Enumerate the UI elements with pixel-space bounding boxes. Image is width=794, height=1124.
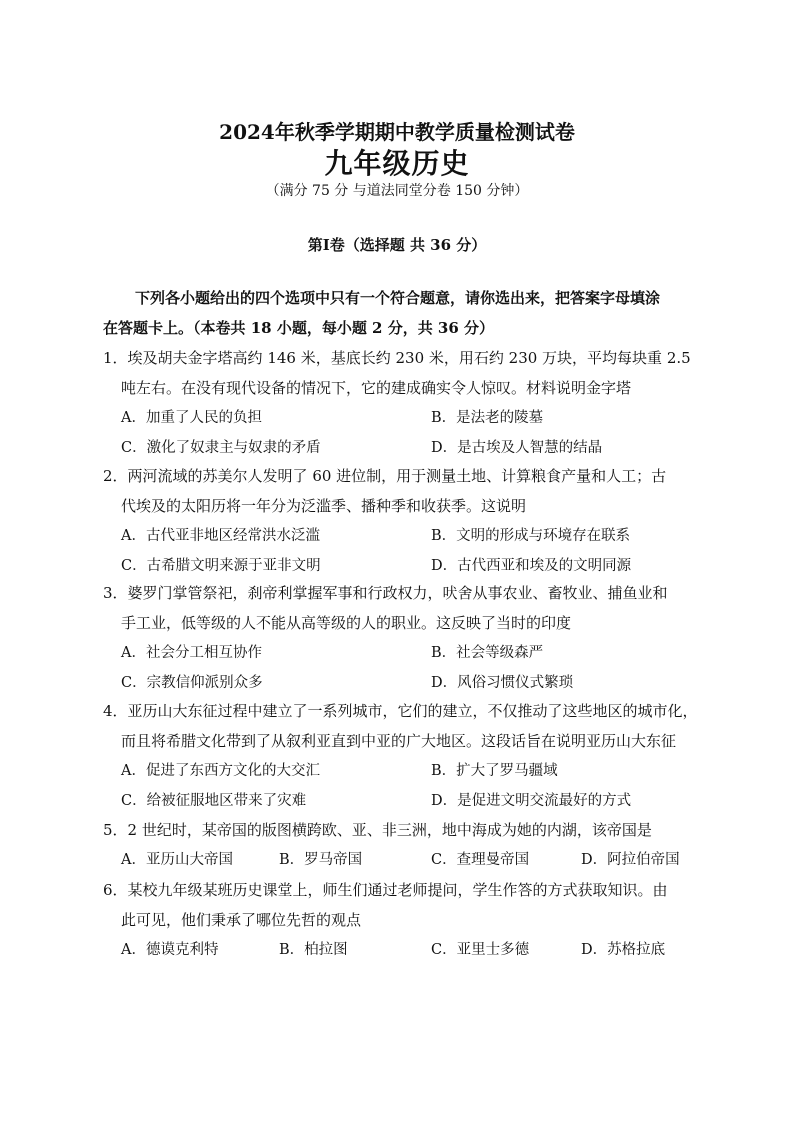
question-4 bbox=[103, 696, 703, 816]
question-stem: 5．2 世纪时，某帝国的版图横跨欧、亚、非三洲，地中海成为她的内湖，该帝国是 bbox=[103, 821, 652, 839]
option-b: B．文明的形成与环境存在联系 bbox=[431, 528, 631, 544]
option-a: A．加重了人民的负担 bbox=[121, 410, 262, 426]
option-b: B．柏拉图 bbox=[279, 942, 348, 958]
options-row bbox=[103, 756, 703, 786]
option-c: C．查理曼帝国 bbox=[431, 852, 530, 868]
question-2 bbox=[103, 461, 703, 581]
option-d: D．苏格拉底 bbox=[581, 942, 666, 958]
options-row bbox=[103, 433, 703, 463]
instructions-line-2: 在答题卡上。（本卷共 18 小题，每小题 2 分，共 36 分） bbox=[103, 319, 495, 337]
option-d: D．风俗习惯仪式繁琐 bbox=[431, 675, 574, 691]
instructions-line-1: 下列各小题给出的四个选项中只有一个符合题意，请你选出来，把答案字母填涂 bbox=[135, 289, 661, 307]
options-row bbox=[103, 403, 703, 433]
question-stem: 3．婆罗门掌管祭祀，刹帝利掌握军事和行政权力，吠舍从事农业、畜牧业、捕鱼业和 bbox=[103, 584, 668, 602]
question-stem-continued: 代埃及的太阳历将一年分为泛滥季、播种季和收获季。这说明 bbox=[121, 497, 527, 515]
option-c: C．古希腊文明来源于亚非文明 bbox=[121, 558, 321, 574]
option-a: A．亚历山大帝国 bbox=[121, 852, 233, 868]
question-stem-continued: 吨左右。在没有现代设备的情况下，它的建成确实令人惊叹。材料说明金字塔 bbox=[121, 379, 632, 397]
option-b: B．社会等级森严 bbox=[431, 645, 544, 661]
question-stem-continued: 而且将希腊文化带到了从叙利亚直到中亚的广大地区。这段话旨在说明亚历山大东征 bbox=[121, 732, 677, 750]
question-stem: 6．某校九年级某班历史课堂上，师生们通过老师提问，学生作答的方式获取知识。由 bbox=[103, 881, 668, 899]
question-stem-continued: 手工业，低等级的人不能从高等级的人的职业。这反映了当时的印度 bbox=[121, 614, 572, 632]
question-1 bbox=[103, 343, 703, 463]
option-d: D．阿拉伯帝国 bbox=[581, 852, 680, 868]
option-c: C．亚里士多德 bbox=[431, 942, 530, 958]
question-stem: 2．两河流域的苏美尔人发明了 60 进位制，用于测量土地、计算粮食产量和人工；古 bbox=[103, 467, 667, 485]
question-6 bbox=[103, 875, 703, 965]
option-b: B．扩大了罗马疆域 bbox=[431, 763, 558, 779]
option-d: D．是促进文明交流最好的方式 bbox=[431, 793, 632, 809]
option-a: A．促进了东西方文化的大交汇 bbox=[121, 763, 320, 779]
options-row bbox=[103, 551, 703, 581]
options-row bbox=[103, 521, 703, 551]
option-d: D．是古埃及人智慧的结晶 bbox=[431, 440, 603, 456]
section-heading: 第Ⅰ卷（选择题 共 36 分） bbox=[307, 236, 487, 254]
option-a: A．古代亚非地区经常洪水泛滥 bbox=[121, 528, 320, 544]
option-b: B．是法老的陵墓 bbox=[431, 410, 544, 426]
question-3 bbox=[103, 578, 703, 698]
options-row bbox=[103, 668, 703, 698]
options-row bbox=[103, 786, 703, 816]
option-c: C．激化了奴隶主与奴隶的矛盾 bbox=[121, 440, 321, 456]
question-stem-continued: 此可见，他们秉承了哪位先哲的观点 bbox=[121, 911, 362, 929]
option-c: C．宗教信仰派别众多 bbox=[121, 675, 263, 691]
question-5 bbox=[103, 815, 703, 875]
option-d: D．古代西亚和埃及的文明同源 bbox=[431, 558, 632, 574]
option-c: C．给被征服地区带来了灾难 bbox=[121, 793, 307, 809]
exam-note: （满分 75 分 与道法同堂分卷 150 分钟） bbox=[265, 183, 529, 199]
options-row bbox=[103, 638, 703, 668]
option-b: B．罗马帝国 bbox=[279, 852, 363, 868]
options-row bbox=[103, 845, 703, 875]
options-row bbox=[103, 935, 703, 965]
exam-title: 2024年秋季学期期中教学质量检测试卷 bbox=[219, 120, 575, 144]
subject-title: 九年级历史 bbox=[324, 147, 470, 180]
question-stem: 1．埃及胡夫金字塔高约 146 米，基底长约 230 米，用石约 230 万块，平均每块重 2.5 bbox=[103, 349, 691, 367]
instructions bbox=[103, 283, 703, 343]
option-a: A．社会分工相互协作 bbox=[121, 645, 262, 661]
option-a: A．德谟克利特 bbox=[121, 942, 219, 958]
question-stem: 4．亚历山大东征过程中建立了一系列城市，它们的建立，不仅推动了这些地区的城市化， bbox=[103, 702, 698, 720]
